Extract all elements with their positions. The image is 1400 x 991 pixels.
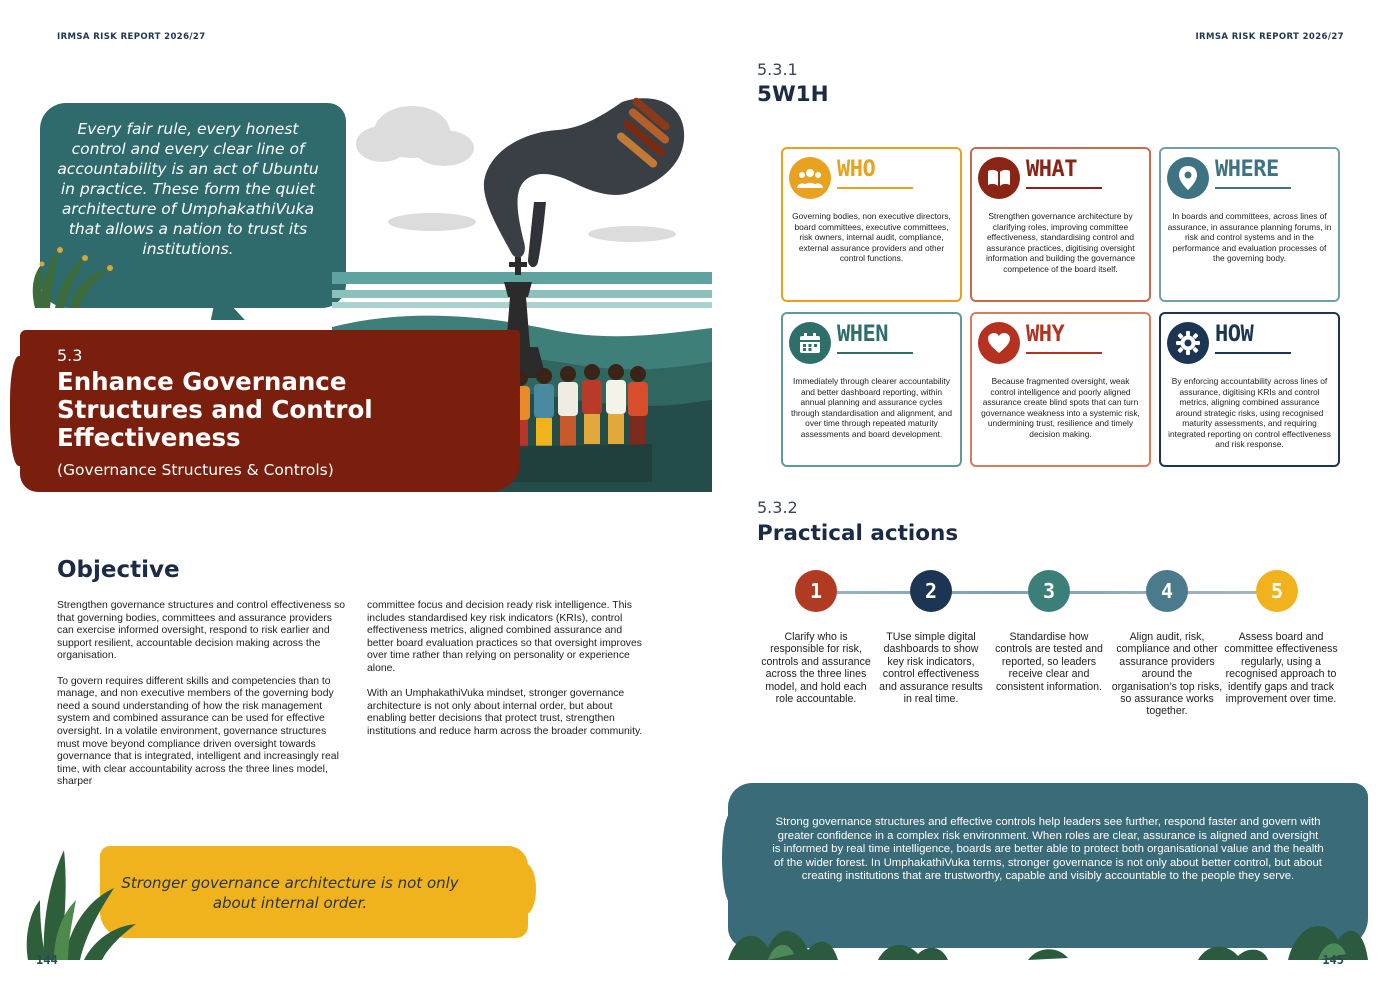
step-5-number: 5 <box>1256 570 1298 612</box>
page-number-left: 144 <box>36 953 58 967</box>
book-icon <box>978 157 1020 199</box>
quote-bubble-tail <box>211 290 251 320</box>
step-1-number: 1 <box>795 570 837 612</box>
calendar-icon <box>789 322 831 364</box>
section-title: Enhance Governance Structures and Control Effectiveness <box>57 367 373 452</box>
card-underline <box>837 187 913 189</box>
quote-text: Every fair rule, every honest control and every clear line of accountability is an act of Ubuntu in practice. These form the quiet architecture of UmphakathiVuka that allows a nation to trust its institutions. <box>57 120 319 258</box>
section-number: 5.3 <box>57 346 83 365</box>
card-where-label: WHERE <box>1215 157 1279 182</box>
gear-icon <box>1167 322 1209 364</box>
card-when-label: WHEN <box>837 322 888 347</box>
card-when-text: Immediately through clearer accountability and better dashboard reporting, within annual planning and assurance cycles through standardisation and alignment, and over time through repeated maturity assessments and board development. <box>790 376 953 439</box>
card-underline <box>1215 187 1291 189</box>
running-header-left: IRMSA RISK REPORT 2026/27 <box>57 32 206 42</box>
card-where-text: In boards and committees, across lines of assurance, in assurance planning forums, in risk and control systems and in the performance and evaluation processes of the governing body. <box>1167 211 1332 263</box>
card-what-label: WHAT <box>1026 157 1077 182</box>
card-underline <box>1026 187 1102 189</box>
step-2-text: TUse simple digital dashboards to show key risk indicators, control effectiveness and assurance results in real time. <box>879 631 983 706</box>
card-underline <box>837 352 913 354</box>
objective-paragraph: Strengthen governance structures and control effectiveness so that governing bodies, committees and assurance providers can exercise informed oversight, respond to risk earlier and support resilient, accountable decision making across the organisation. <box>57 600 346 662</box>
step-3-text: Standardise how controls are tested and reported, so leaders receive clear and consistent information. <box>995 631 1103 693</box>
page-number-right: 145 <box>1322 953 1344 967</box>
step-4-number: 4 <box>1146 570 1188 612</box>
actions-section-title: Practical actions <box>757 521 959 546</box>
card-underline <box>1026 352 1102 354</box>
objective-paragraph: committee focus and decision ready risk intelligence. This includes standardised key risk indicators (KRIs), control effectiveness metrics, aligned combined assurance and better board evaluation practices so that oversight improves over time rather than relying on personality or experience alone. <box>367 600 642 674</box>
running-header-right: IRMSA RISK REPORT 2026/27 <box>1195 32 1344 42</box>
step-1-text: Clarify who is responsible for risk, controls and assurance across the three lines model, and hold each role accountable. <box>761 631 871 706</box>
card-how <box>1159 312 1340 467</box>
card-when <box>781 312 962 467</box>
objective-paragraph: To govern requires different skills and competencies than to manage, and non executive members of the governing body need a sound understanding of how the risk management system and combined assurance can be used for effective oversight. In a volatile environment, governance structures must move beyond compliance driven oversight towards governance that is integrated, intelligent and increasingly real time, with clear accountability across the three lines model, sharper <box>57 675 339 788</box>
card-why <box>970 312 1151 467</box>
objective-column-2 <box>367 600 647 751</box>
step-4-text: Align audit, risk, compliance and other assurance providers around the organisation’s top risks, so assurance works together. <box>1111 631 1223 718</box>
card-what <box>970 147 1151 302</box>
people-icon <box>789 157 831 199</box>
step-5-text: Assess board and committee effectiveness regularly, using a recognised approach to identify gaps and track improvement over time. <box>1224 631 1338 706</box>
step-2-number: 2 <box>910 570 952 612</box>
card-who-text: Governing bodies, non executive directors, board committees, executive committees, risk owners, internal audit, compliance, external assurance providers and other control functions. <box>792 211 951 263</box>
objective-paragraph: With an UmphakathiVuka mindset, stronger governance architecture is not only about internal order, but about enabling better decisions that protect trust, strengthen institutions and reduce harm across the broader community. <box>367 688 643 737</box>
heart-icon <box>978 322 1020 364</box>
w5h1-section-title: 5W1H <box>757 82 829 107</box>
forest-illustration-icon <box>728 900 1368 960</box>
card-underline <box>1215 352 1291 354</box>
card-why-text: Because fragmented oversight, weak control intelligence and poorly aligned assurance create blind spots that can turn governance weakness into a systemic risk, undermining trust, resilience and timely decision making. <box>981 376 1140 439</box>
section-subtitle: (Governance Structures & Controls) <box>57 461 334 479</box>
card-who-label: WHO <box>837 157 876 182</box>
card-why-label: WHY <box>1026 322 1065 347</box>
card-who <box>781 147 962 302</box>
objective-heading: Objective <box>57 557 180 583</box>
step-3-number: 3 <box>1028 570 1070 612</box>
card-how-label: HOW <box>1215 322 1254 347</box>
objective-column-1 <box>57 600 347 802</box>
card-where <box>1159 147 1340 302</box>
callout-banner-teal-text: Strong governance structures and effective controls help leaders see further, respond faster and govern with greater confidence in a complex risk environment. When roles are clear, assurance is aligned and oversight is informed by real time intelligence, boards are better able to protect both organisational value and the health of the wider forest. In UmphakathiVuka terms, stronger governance is not only about better control, but about creating institutions that are trustworthy, capable and visibly accountable to the people they serve. <box>772 816 1324 882</box>
location-pin-icon <box>1167 157 1209 199</box>
card-how-text: By enforcing accountability across lines of assurance, digitising KRIs and control metrics, aligning combined assurance around strategic risks, using recognised maturity assessments, and requiring integrated reporting on control effectiveness and risk response. <box>1168 376 1331 449</box>
card-what-text: Strengthen governance architecture by clarifying roles, improving committee effectiveness, standardising control and assurance practices, digitising oversight information and building the governance competence of the board itself. <box>986 211 1135 274</box>
w5h1-section-number: 5.3.1 <box>757 60 798 79</box>
actions-section-number: 5.3.2 <box>757 498 798 517</box>
callout-banner-yellow-text: Stronger governance architecture is not only about internal order. <box>121 874 459 912</box>
